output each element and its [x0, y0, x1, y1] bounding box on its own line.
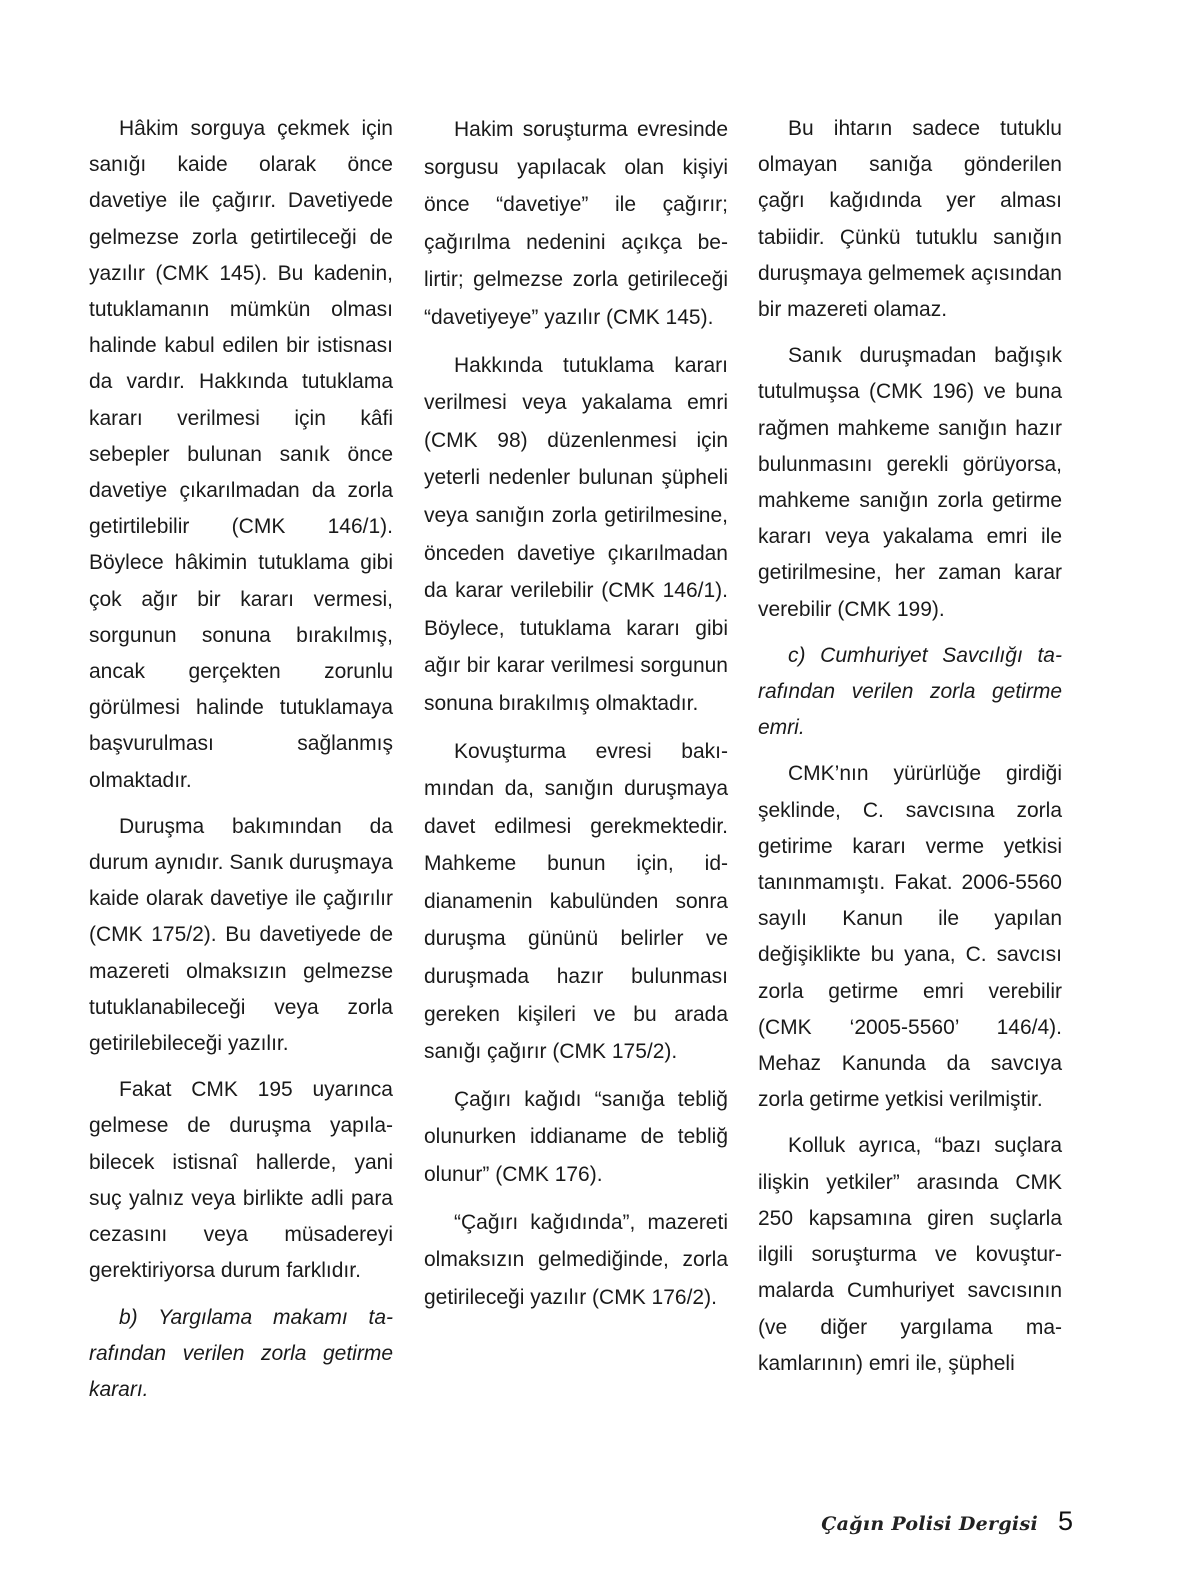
paragraph: Bu ihtarın sadece tutuklu olmayan sanığa gönderilen çağrı kağıdında yer alması tabiidir. Çünkü tutuklu sanığın duruşmaya gelmemek açısından bir mazereti olamaz. [758, 117, 1062, 322]
paragraph: Kovuşturma evresi bakımından da, sanığın duruşmaya davet edilmesi gerekmektedir. Mahkeme bunun için, iddianamenin kabulünden sonra duruşma gününü belirler ve duruşmada hazır bulunması gereken kişileri ve bu arada sanığı çağırır (CMK 175/2). [424, 739, 728, 1064]
subheading-paragraph: b) Yargılama makamı tarafından verilen zorla getirme kararı. [89, 1305, 393, 1401]
text-column-3 [758, 111, 1062, 1392]
text-column-1 [89, 111, 393, 1418]
paragraph: CMK’nın yürürlüğe girdiği şeklinde, C. savcısına zorla getirime kararı verme yetkisi tanınmamıştı. Fakat. 2006-5560 sayılı Kanun ile yapılan değişiklikte bu yana, C. savcısı zorla getirme emri verebilir (CMK ‘2005-5560’ 146/4). Mehaz Kanunda da savcıya zorla getirme yetkisi verilmiştir. [758, 762, 1062, 1112]
paragraph: Kolluk ayrıca, “bazı suçlara ilişkin yetkiler” arasında CMK 250 kapsamına giren suçlarla ilgili soruşturma ve kovuşturmalarda Cumhuriyet savcısının (ve diğer yargılama makamlarının) emri ile, şüpheli [758, 1134, 1062, 1375]
paragraph: “Çağırı kağıdında”, mazereti olmaksızın gelmediğinde, zorla getirileceği yazılır (CMK 176/2). [424, 1210, 728, 1309]
paragraph: Hakkında tutuklama kararı verilmesi veya yakalama emri (CMK 98) düzenlenmesi için yeterli nedenler bulunan şüpheli veya sanığın zorla getirilmesine, önceden davetiye çıkarılmadan da karar verilebilir (CMK 146/1). Böylece, tutuklama kararı gibi ağır bir karar verilmesi sorgunun sonuna bırakılmış olmaktadır. [424, 353, 728, 715]
subheading-paragraph: c) Cumhuriyet Savcılığı tarafından verilen zorla getirme emri. [758, 643, 1062, 740]
paragraph: Duruşma bakımından da durum aynıdır. Sanık duruşmaya kaide olarak davetiye ile çağırılır (CMK 175/2). Bu davetiyede de mazereti olmaksızın gelmezse tutuklanabileceği veya zorla getirilebileceği yazılır. [89, 814, 393, 1056]
paragraph: Hâkim sorguya çekmek için sanığı kaide olarak önce davetiye ile çağırır. Davetiyede gelmezse zorla getirtileceği de yazılır (CMK 145). Bu kadenin, tutuklamanın mümkün olması halinde kabul edilen bir istisnası da vardır. Hakkında tutuklama kararı verilmesi için kâfi sebepler bulunan sanık önce davetiye çıkarılmadan da zorla getirtilebilir (CMK 146/1). Böylece hâkimin tutuklama gibi çok ağır bir kararı vermesi, sorgunun sonuna bırakılmış, ancak gerçekten zorunlu görülmesi halinde tutuklamaya başvurulması sağlanmış olmaktadır. [89, 117, 393, 792]
page-footer [821, 1506, 1073, 1537]
paragraph: Çağırı kağıdı “sanığa tebliğ olunurken iddianame de tebliğ olunur” (CMK 176). [424, 1087, 728, 1187]
page-number: 5 [1057, 1506, 1073, 1536]
paragraph: Hakim soruşturma evresinde sorgusu yapılacak olan kişiyi önce “davetiye” ile çağırır; çağırılma nedenini açıkça belirtir; gelmezse zorla getirileceği “davetiyeye” yazılır (CMK 145). [424, 118, 728, 329]
paragraph: Fakat CMK 195 uyarınca gelmese de duruşma yapılabilecek istisnaî hallerde, yani suç yalnız veya birlikte adli para cezasını veya müsadereyi gerektiriyorsa durum farklıdır. [89, 1078, 393, 1283]
paragraph: Sanık duruşmadan bağışık tutulmuşsa (CMK 196) ve buna rağmen mahkeme sanığın hazır bulunmasını gerekli görüyorsa, mahkeme sanığın zorla getirme kararı veya yakalama emri ile getirilmesine, her zaman karar verebilir (CMK 199). [758, 344, 1062, 621]
text-column-2 [424, 111, 728, 1326]
journal-name: Çağın Polisi Dergisi [821, 1513, 1038, 1535]
